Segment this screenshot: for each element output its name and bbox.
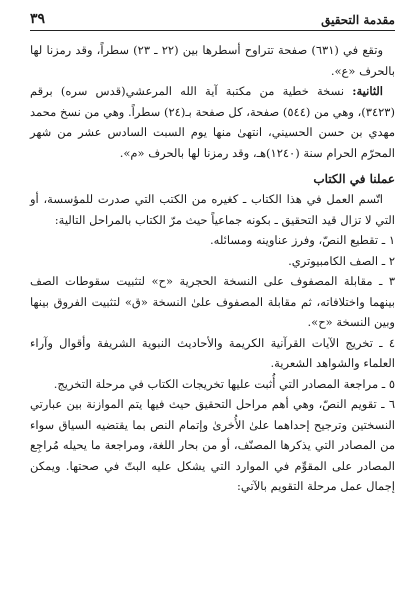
paragraph-second-copy xyxy=(30,81,395,163)
list-item: ٤ ـ تخريج الآيات القرآنية الكريمة والأحاديث النبوية الشريفة وأقوال وآراء العلماء والشواهد الشعرية. xyxy=(30,335,395,370)
list-item: ١ ـ تقطيع النصّ، وفرز عناوينه ومسائله. xyxy=(210,233,395,247)
list-item: ٥ ـ مراجعة المصادر التي أُثبت عليها تخريجات الكتاب في مرحلة التخريج. xyxy=(53,376,395,391)
section-intro: اتّسم العمل في هذا الكتاب ـ كغيره من الكتب التي صدرت للمؤسسة، أو التي لا تزال قيد التحقيق ـ بكونه جماعياً حيث مرّ الكتاب بالمراحل التالية: xyxy=(30,192,395,227)
page-number: ٣٩ xyxy=(30,11,46,27)
copy-label: الثانية: xyxy=(352,84,383,98)
page-header xyxy=(30,8,395,31)
list-item: ٦ ـ تقويم النصّ، وهي أهم مراحل التحقيق حيث فيها يتم الموازنة بين عبارتي النسختين وترجيح إحداهما علىٰ الأُخرىٰ وإتمام النص بما يقتضيه السياق سواء من المصادر التي يذكرها المصنّف، أو من بحار اللغة، ومراجعة ما يحيله مُراجِع المصادر على المقوِّم في الموارد التي يشكل عليه البتّ في صحتها. ويمكن إجمال عمل مرحلة التقويم بالآتي: xyxy=(30,397,395,493)
list-item: ٢ ـ الصف الكامبيوتري. xyxy=(288,253,395,268)
page-body xyxy=(30,40,395,497)
copy-description: نسخة خطية من مكتبة آية الله المرعشي(قدس سره) برقم (٣٤٢٣)، وهي من (٥٤٤) صفحة، كل صفحة بـ(٢٤) سطراً. وهي من نسخ محمد مهدي بن حسن الحسيني، انتهىٰ منها يوم السبت السادس عشر من شهر المحرّم الحرام سنة (١٢٤٠)هـ، وقد رمزنا لها بالحرف «م». xyxy=(30,84,395,160)
section-heading: عملنا في الكتاب xyxy=(313,172,395,186)
running-title: مقدمة التحقيق xyxy=(321,13,395,27)
list-item: ٣ ـ مقابلة المصفوف على النسخة الحجرية «ح» لتثبيت سقوطات الصف بينهما واختلافاته، ثم مقابلة المصفوف علىٰ النسخة «ق» لتثبيت الفروق بينها وبين النسخة «ح». xyxy=(30,274,395,329)
paragraph-copy-one-end: وتقع في (٦٣١) صفحة تتراوح أسطرها بين (٢٢ ـ ٢٣) سطراً، وقد رمزنا لها بالحرف «ع». xyxy=(30,43,395,78)
